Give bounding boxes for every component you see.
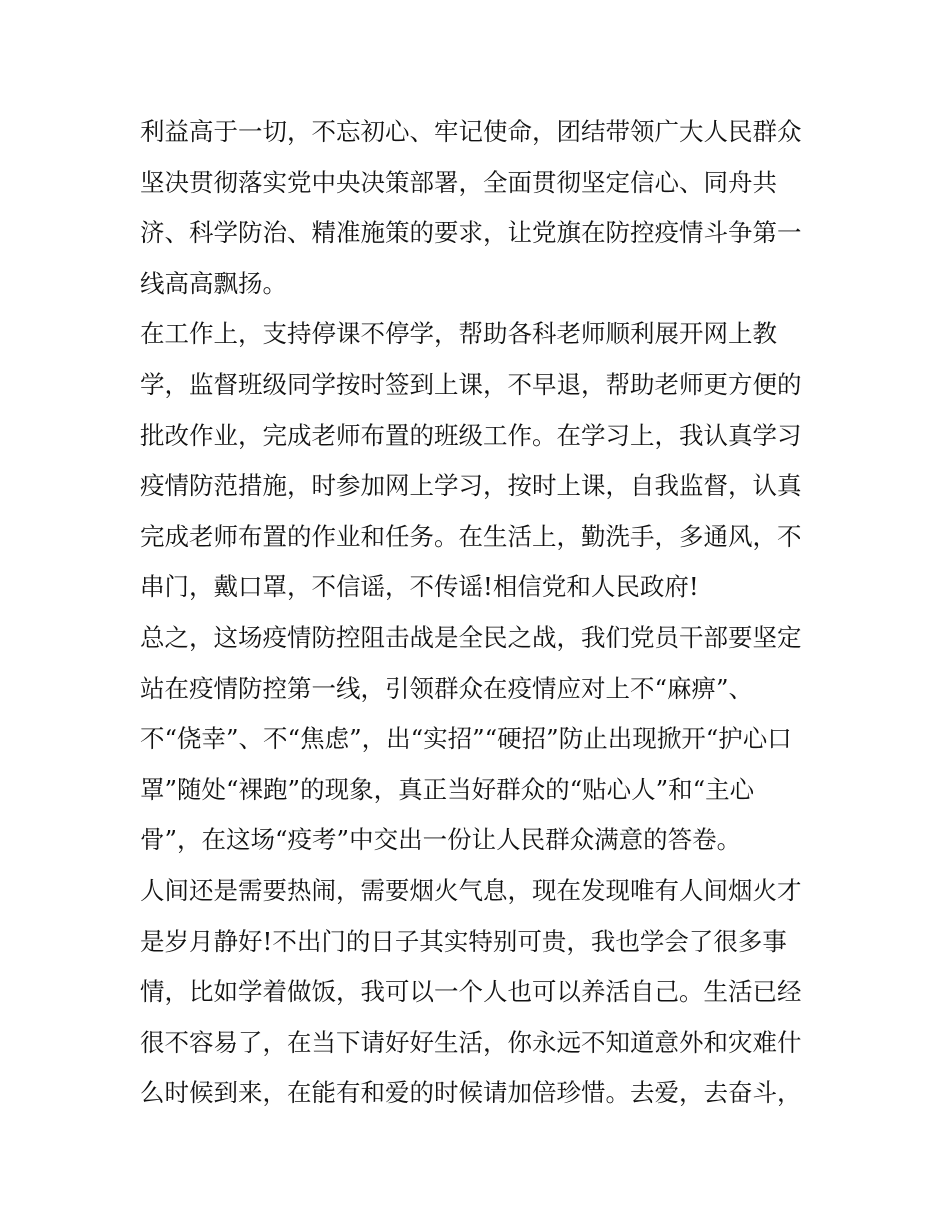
text-line: 情，比如学着做饭，我可以一个人也可以养活自己。生活已经 — [140, 977, 802, 1007]
text-line: 很不容易了，在当下请好好生活，你永远不知道意外和灾难什 — [140, 1027, 802, 1057]
text-line: 学，监督班级同学按时签到上课，不早退，帮助老师更方便的 — [140, 369, 802, 399]
text-line: 批改作业，完成老师布置的班级工作。在学习上，我认真学习 — [140, 420, 802, 450]
text-line: 疫情防范措施，时参加网上学习，按时上课，自我监督，认真 — [140, 471, 802, 501]
text-line: 罩”随处“裸跑”的现象，真正当好群众的“贴心人”和“主心 — [140, 774, 755, 804]
text-line: 完成老师布置的作业和任务。在生活上，勤洗手，多通风，不 — [140, 521, 802, 551]
text-line: 骨”，在这场“疫考”中交出一份让人民群众满意的答卷。 — [140, 825, 742, 855]
text-line: 利益高于一切，不忘初心、牢记使命，团结带领广大人民群众 — [140, 117, 802, 146]
text-line: 串门，戴口罩，不信谣，不传谣!相信党和人民政府! — [140, 572, 699, 602]
text-line: 人间还是需要热闹，需要烟火气息，现在发现唯有人间烟火才 — [140, 875, 802, 905]
text-line: 不“侥幸”、不“焦虑”，出“实招”“硬招”防止出现掀开“护心口 — [140, 724, 792, 754]
text-line: 线高高飘扬。 — [140, 268, 287, 298]
text-line: 坚决贯彻落实党中央决策部署，全面贯彻坚定信心、同舟共 — [140, 167, 777, 197]
text-line: 么时候到来，在能有和爱的时候请加倍珍惜。去爱，去奋斗， — [140, 1078, 802, 1108]
text-line: 在工作上，支持停课不停学，帮助各科老师顺利展开网上教 — [140, 319, 777, 349]
text-line: 济、科学防治、精准施策的要求，让党旗在防控疫情斗争第一 — [140, 218, 802, 248]
document-body — [140, 107, 830, 1119]
text-line: 站在疫情防控第一线，引领群众在疫情应对上不“麻痹”、 — [140, 673, 754, 703]
text-line: 总之，这场疫情防控阻击战是全民之战，我们党员干部要坚定 — [140, 622, 802, 652]
text-line: 是岁月静好!不出门的日子其实特别可贵，我也学会了很多事 — [140, 926, 787, 956]
